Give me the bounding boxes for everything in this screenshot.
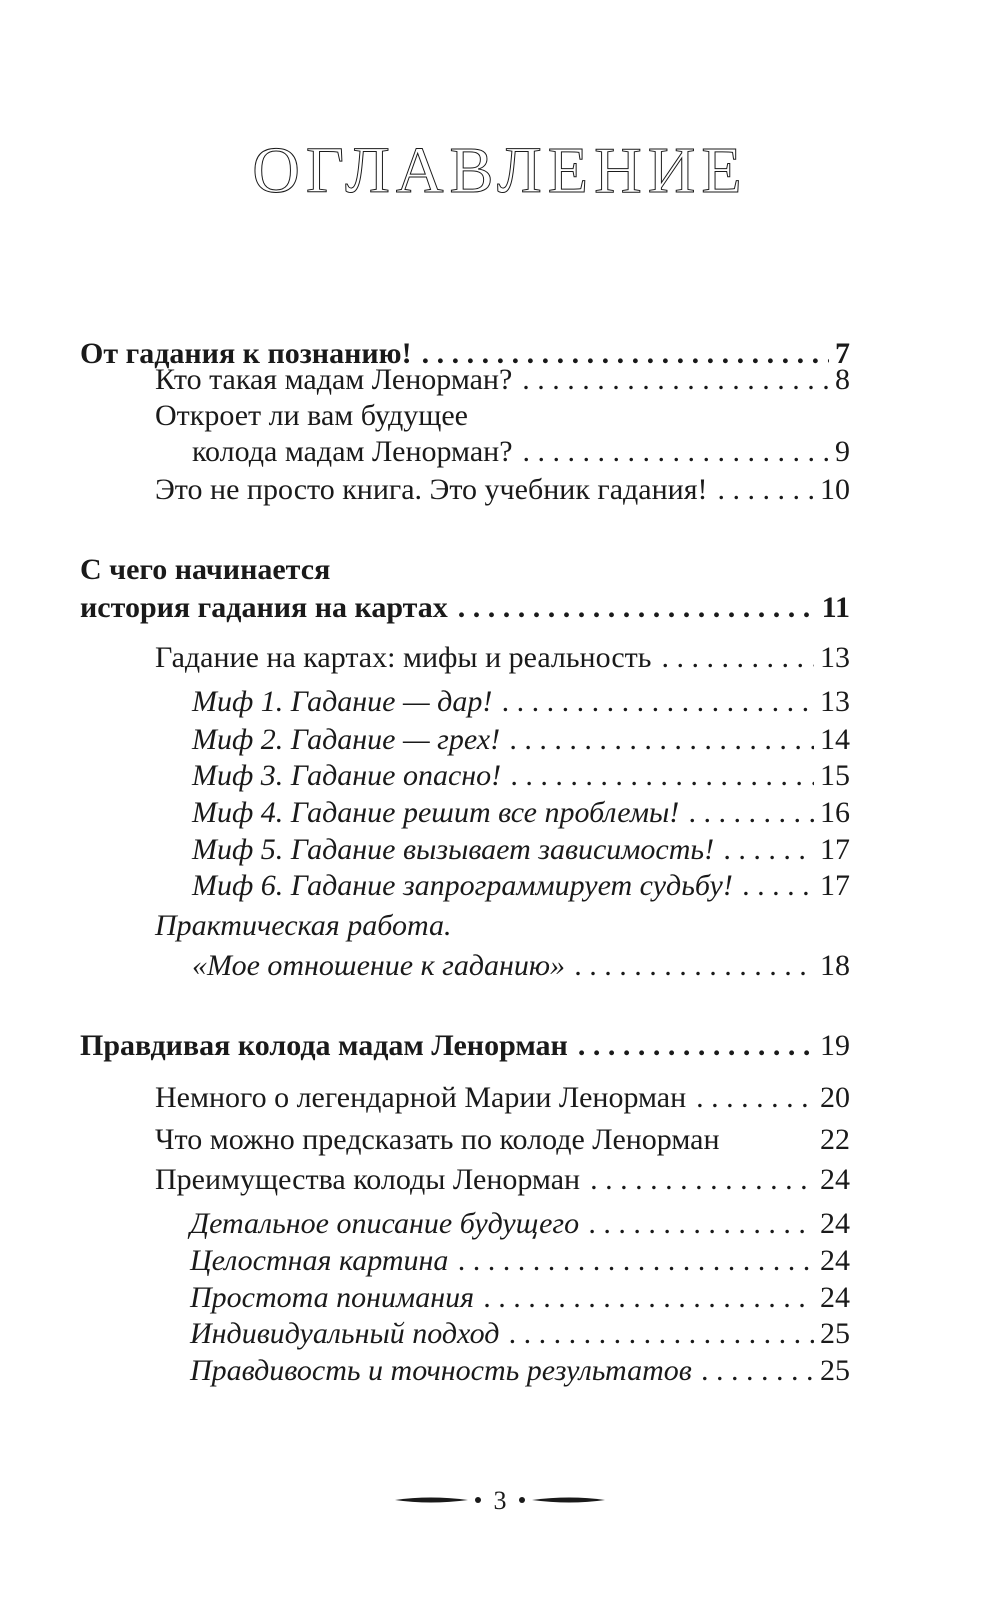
toc-page-number: 24 [820,1163,850,1196]
dot-leader [511,758,814,794]
toc-item-text: Гадание на картах: мифы и реальность [155,641,652,674]
toc-page-number: 20 [820,1081,850,1114]
dot-leader [696,1080,814,1116]
dot-leader [702,1353,814,1389]
toc-item-text: Индивидуальный подход [190,1317,500,1350]
dot-leader [484,1280,814,1316]
toc-item-text: Простота понимания [190,1281,475,1314]
toc-heading-2[interactable] [80,590,850,626]
toc-item[interactable] [190,1280,850,1316]
toc-item-text: «Мое отношение к гаданию» [192,949,566,982]
toc-page-number: 24 [820,1207,850,1240]
toc-item-text: Миф 3. Гадание опасно! [192,759,502,792]
toc-item[interactable] [155,472,850,508]
toc-heading-3[interactable] [80,1028,850,1064]
toc-item[interactable] [192,684,850,720]
toc-heading-text: Правдивая колода мадам Ленорман [80,1029,568,1062]
toc-item[interactable] [155,640,850,676]
toc-item[interactable] [192,868,850,904]
dot-leader [509,1316,814,1352]
dot-leader [590,1162,814,1198]
toc-item-line1[interactable]: Откроет ли вам будущее [155,399,468,432]
page-footer [0,1485,1000,1515]
dot-leader [661,640,814,676]
toc-item[interactable] [155,1080,850,1116]
ornament-icon [390,1485,610,1515]
toc-item[interactable] [192,722,850,758]
toc-page-number: 22 [820,1123,850,1156]
dot-leader [575,948,814,984]
toc-item-text: Это не просто книга. Это учебник гадания! [155,473,708,506]
toc-page-number: 8 [835,363,850,396]
toc-item-text: Миф 6. Гадание запрограммирует судьбу! [192,869,733,902]
toc-item[interactable] [192,832,850,868]
page-title: ОГЛАВЛЕНИЕ [252,134,748,207]
dot-leader [718,472,815,508]
toc-item[interactable] [190,1353,850,1389]
dot-leader [689,795,814,831]
toc-item-text: Преимущества колоды Ленорман [155,1163,581,1196]
toc-item-text: Миф 4. Гадание решит все проблемы! [192,796,680,829]
toc-item[interactable] [192,434,850,470]
toc-page-number: 11 [821,591,850,624]
dot-leader [510,722,814,758]
dot-leader [724,832,814,868]
toc-page-number: 10 [820,473,850,506]
toc-item[interactable] [192,758,850,794]
dot-leader [578,1028,814,1064]
toc-page-number: 25 [820,1354,850,1387]
toc-item-text: Целостная картина [190,1244,449,1277]
toc-page-number: 17 [820,869,850,902]
toc-page-number: 18 [820,949,850,982]
toc-item-text: Миф 2. Гадание — грех! [192,723,501,756]
toc-page-number: 24 [820,1281,850,1314]
toc-item[interactable] [190,1316,850,1352]
toc-page-number: 24 [820,1244,850,1277]
toc-item[interactable] [190,1206,850,1242]
toc-heading-line1[interactable]: С чего начинается [80,553,331,586]
toc-page-number: 15 [820,759,850,792]
dot-leader [458,590,816,626]
toc-page-number: 9 [835,435,850,468]
toc-item[interactable] [155,1122,850,1158]
toc-page-number: 13 [820,685,850,718]
toc-item[interactable] [192,948,850,984]
toc-item-text: Что можно предсказать по колоде Ленорман [155,1123,720,1156]
toc-item-text: Кто такая мадам Ленорман? [155,363,513,396]
toc-item-text: Миф 5. Гадание вызывает зависимость! [192,833,715,866]
toc-item[interactable] [190,1243,850,1279]
toc-item-text: Правдивость и точность результатов [190,1354,692,1387]
toc-heading-text: От гадания к познанию! [80,337,412,370]
toc-page-number: 25 [820,1317,850,1350]
dot-leader [458,1243,814,1279]
toc-heading-text: история гадания на картах [80,591,448,624]
toc-item-line1[interactable]: Практическая работа. [155,909,452,942]
toc-page-number: 19 [820,1029,850,1062]
dot-leader [743,868,814,904]
toc-page-number: 13 [820,641,850,674]
dot-leader [522,362,829,398]
toc-page-number: 17 [820,833,850,866]
dot-leader [589,1206,814,1242]
toc-item[interactable] [155,1162,850,1198]
dot-leader [502,684,814,720]
toc-page-number: 7 [835,337,850,370]
toc-page-number: 14 [820,723,850,756]
toc-item[interactable] [192,795,850,831]
toc-item-text: Немного о легендарной Марии Ленорман [155,1081,687,1114]
toc-item[interactable] [155,362,850,398]
toc-item-text: Детальное описание будущего [190,1207,580,1240]
page-number: 3 [493,1486,507,1515]
toc-item-text: Миф 1. Гадание — дар! [192,685,493,718]
toc-item-text: колода мадам Ленорман? [192,435,513,468]
toc-page-number: 16 [820,796,850,829]
dot-leader [523,434,829,470]
